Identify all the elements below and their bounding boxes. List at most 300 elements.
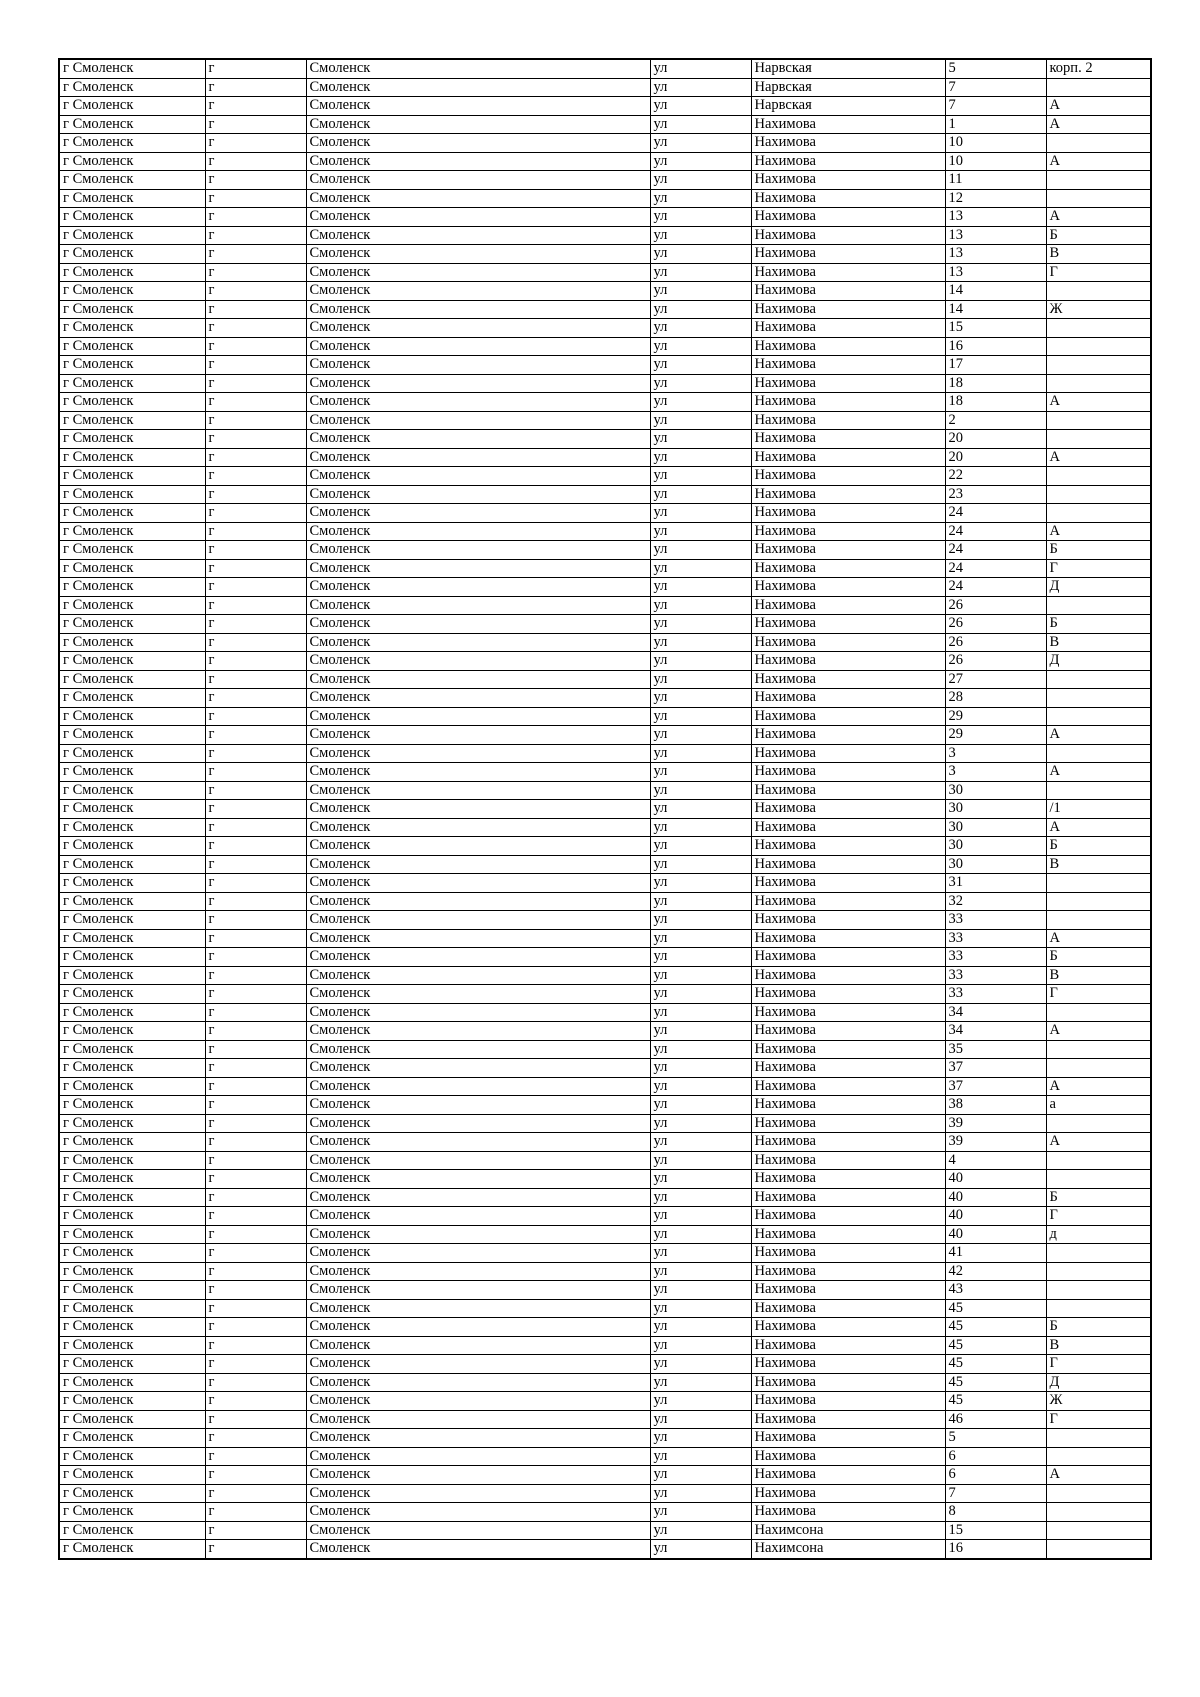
house-cell: 16 <box>945 1540 1046 1559</box>
city-type-cell: г <box>205 411 306 430</box>
street-type-cell: ул <box>650 430 751 449</box>
table-row <box>59 1540 1151 1559</box>
region-cell: г Смоленск <box>59 115 205 134</box>
building-cell <box>1046 1170 1151 1189</box>
street-cell: Нарвская <box>751 59 945 78</box>
city-type-cell: г <box>205 1022 306 1041</box>
house-cell: 7 <box>945 78 1046 97</box>
region-cell: г Смоленск <box>59 78 205 97</box>
street-cell: Нахимова <box>751 1207 945 1226</box>
street-cell: Нахимова <box>751 282 945 301</box>
city-type-cell: г <box>205 152 306 171</box>
house-cell: 13 <box>945 263 1046 282</box>
city-type-cell: г <box>205 1096 306 1115</box>
building-cell: Д <box>1046 1373 1151 1392</box>
city-type-cell: г <box>205 245 306 264</box>
table-row <box>59 633 1151 652</box>
city-cell: Смоленск <box>306 670 650 689</box>
house-cell: 13 <box>945 208 1046 227</box>
city-type-cell: г <box>205 615 306 634</box>
building-cell <box>1046 1299 1151 1318</box>
street-cell: Нахимова <box>751 1170 945 1189</box>
street-cell: Нахимова <box>751 1299 945 1318</box>
street-cell: Нахимова <box>751 1466 945 1485</box>
region-cell: г Смоленск <box>59 874 205 893</box>
street-cell: Нахимова <box>751 374 945 393</box>
house-cell: 34 <box>945 1003 1046 1022</box>
street-cell: Нахимова <box>751 985 945 1004</box>
street-cell: Нахимова <box>751 448 945 467</box>
city-type-cell: г <box>205 1040 306 1059</box>
street-type-cell: ул <box>650 1299 751 1318</box>
street-cell: Нахимова <box>751 596 945 615</box>
street-cell: Нахимова <box>751 689 945 708</box>
house-cell: 26 <box>945 633 1046 652</box>
street-cell: Нахимова <box>751 652 945 671</box>
region-cell: г Смоленск <box>59 744 205 763</box>
region-cell: г Смоленск <box>59 467 205 486</box>
house-cell: 7 <box>945 1484 1046 1503</box>
table-row <box>59 985 1151 1004</box>
region-cell: г Смоленск <box>59 985 205 1004</box>
table-row <box>59 393 1151 412</box>
house-cell: 12 <box>945 189 1046 208</box>
house-cell: 13 <box>945 226 1046 245</box>
table-row <box>59 652 1151 671</box>
city-cell: Смоленск <box>306 892 650 911</box>
house-cell: 40 <box>945 1225 1046 1244</box>
building-cell: Б <box>1046 615 1151 634</box>
street-cell: Нахимова <box>751 818 945 837</box>
table-row <box>59 263 1151 282</box>
building-cell <box>1046 1059 1151 1078</box>
city-type-cell: г <box>205 78 306 97</box>
city-cell: Смоленск <box>306 1355 650 1374</box>
city-cell: Смоленск <box>306 263 650 282</box>
building-cell <box>1046 1281 1151 1300</box>
building-cell <box>1046 707 1151 726</box>
region-cell: г Смоленск <box>59 485 205 504</box>
city-type-cell: г <box>205 1521 306 1540</box>
street-type-cell: ул <box>650 652 751 671</box>
street-type-cell: ул <box>650 929 751 948</box>
street-cell: Нахимова <box>751 1188 945 1207</box>
house-cell: 13 <box>945 245 1046 264</box>
table-row <box>59 356 1151 375</box>
city-cell: Смоленск <box>306 171 650 190</box>
table-row <box>59 781 1151 800</box>
table-row <box>59 763 1151 782</box>
city-cell: Смоленск <box>306 615 650 634</box>
region-cell: г Смоленск <box>59 670 205 689</box>
region-cell: г Смоленск <box>59 837 205 856</box>
street-cell: Нахимова <box>751 670 945 689</box>
building-cell <box>1046 356 1151 375</box>
city-cell: Смоленск <box>306 1410 650 1429</box>
table-row <box>59 411 1151 430</box>
table-row <box>59 1373 1151 1392</box>
street-type-cell: ул <box>650 948 751 967</box>
house-cell: 24 <box>945 578 1046 597</box>
street-type-cell: ул <box>650 855 751 874</box>
region-cell: г Смоленск <box>59 911 205 930</box>
city-cell: Смоленск <box>306 1003 650 1022</box>
city-cell: Смоленск <box>306 1188 650 1207</box>
city-cell: Смоленск <box>306 1170 650 1189</box>
building-cell: А <box>1046 1133 1151 1152</box>
region-cell: г Смоленск <box>59 226 205 245</box>
street-cell: Нахимова <box>751 633 945 652</box>
building-cell: А <box>1046 208 1151 227</box>
street-cell: Нахимова <box>751 966 945 985</box>
street-cell: Нахимова <box>751 615 945 634</box>
building-cell: А <box>1046 929 1151 948</box>
street-type-cell: ул <box>650 1077 751 1096</box>
city-type-cell: г <box>205 948 306 967</box>
building-cell: А <box>1046 763 1151 782</box>
building-cell <box>1046 596 1151 615</box>
table-row <box>59 448 1151 467</box>
region-cell: г Смоленск <box>59 1466 205 1485</box>
building-cell: Д <box>1046 652 1151 671</box>
street-type-cell: ул <box>650 115 751 134</box>
region-cell: г Смоленск <box>59 1096 205 1115</box>
city-type-cell: г <box>205 800 306 819</box>
street-type-cell: ул <box>650 1355 751 1374</box>
city-cell: Смоленск <box>306 985 650 1004</box>
house-cell: 23 <box>945 485 1046 504</box>
city-type-cell: г <box>205 1392 306 1411</box>
house-cell: 3 <box>945 763 1046 782</box>
house-cell: 16 <box>945 337 1046 356</box>
city-type-cell: г <box>205 1466 306 1485</box>
region-cell: г Смоленск <box>59 948 205 967</box>
table-row <box>59 1077 1151 1096</box>
house-cell: 33 <box>945 929 1046 948</box>
city-type-cell: г <box>205 1170 306 1189</box>
street-cell: Нахимова <box>751 115 945 134</box>
building-cell: Г <box>1046 1355 1151 1374</box>
house-cell: 45 <box>945 1336 1046 1355</box>
city-cell: Смоленск <box>306 1059 650 1078</box>
street-type-cell: ул <box>650 1040 751 1059</box>
region-cell: г Смоленск <box>59 245 205 264</box>
city-cell: Смоленск <box>306 689 650 708</box>
city-cell: Смоленск <box>306 226 650 245</box>
table-row <box>59 485 1151 504</box>
street-type-cell: ул <box>650 1447 751 1466</box>
table-row <box>59 1262 1151 1281</box>
region-cell: г Смоленск <box>59 781 205 800</box>
city-cell: Смоленск <box>306 1466 650 1485</box>
street-cell: Нахимова <box>751 929 945 948</box>
house-cell: 3 <box>945 744 1046 763</box>
building-cell: Г <box>1046 559 1151 578</box>
building-cell: В <box>1046 633 1151 652</box>
table-row <box>59 1059 1151 1078</box>
city-cell: Смоленск <box>306 1447 650 1466</box>
building-cell <box>1046 1003 1151 1022</box>
city-type-cell: г <box>205 652 306 671</box>
city-type-cell: г <box>205 1336 306 1355</box>
table-row <box>59 837 1151 856</box>
building-cell: А <box>1046 818 1151 837</box>
city-cell: Смоленск <box>306 911 650 930</box>
house-cell: 5 <box>945 59 1046 78</box>
building-cell: А <box>1046 1466 1151 1485</box>
street-cell: Нахимова <box>751 911 945 930</box>
table-row <box>59 430 1151 449</box>
street-type-cell: ул <box>650 670 751 689</box>
city-cell: Смоленск <box>306 948 650 967</box>
house-cell: 14 <box>945 282 1046 301</box>
table-row <box>59 504 1151 523</box>
table-row <box>59 615 1151 634</box>
street-type-cell: ул <box>650 208 751 227</box>
street-type-cell: ул <box>650 966 751 985</box>
building-cell: Г <box>1046 263 1151 282</box>
building-cell: А <box>1046 393 1151 412</box>
street-type-cell: ул <box>650 189 751 208</box>
house-cell: 30 <box>945 855 1046 874</box>
table-row <box>59 319 1151 338</box>
city-cell: Смоленск <box>306 152 650 171</box>
region-cell: г Смоленск <box>59 1410 205 1429</box>
building-cell: Б <box>1046 837 1151 856</box>
city-type-cell: г <box>205 1355 306 1374</box>
region-cell: г Смоленск <box>59 966 205 985</box>
street-type-cell: ул <box>650 504 751 523</box>
street-type-cell: ул <box>650 541 751 560</box>
region-cell: г Смоленск <box>59 282 205 301</box>
building-cell: А <box>1046 448 1151 467</box>
street-type-cell: ул <box>650 411 751 430</box>
city-cell: Смоленск <box>306 966 650 985</box>
table-row <box>59 966 1151 985</box>
region-cell: г Смоленск <box>59 1262 205 1281</box>
street-cell: Нахимова <box>751 781 945 800</box>
city-cell: Смоленск <box>306 1299 650 1318</box>
city-cell: Смоленск <box>306 800 650 819</box>
building-cell: Ж <box>1046 300 1151 319</box>
city-type-cell: г <box>205 1540 306 1559</box>
building-cell <box>1046 911 1151 930</box>
street-cell: Нахимова <box>751 1373 945 1392</box>
city-cell: Смоленск <box>306 1207 650 1226</box>
table-row <box>59 1170 1151 1189</box>
street-type-cell: ул <box>650 1392 751 1411</box>
city-cell: Смоленск <box>306 522 650 541</box>
city-cell: Смоленск <box>306 763 650 782</box>
region-cell: г Смоленск <box>59 1355 205 1374</box>
street-type-cell: ул <box>650 337 751 356</box>
city-cell: Смоленск <box>306 1540 650 1559</box>
house-cell: 20 <box>945 448 1046 467</box>
building-cell <box>1046 171 1151 190</box>
building-cell: А <box>1046 1022 1151 1041</box>
house-cell: 2 <box>945 411 1046 430</box>
house-cell: 33 <box>945 948 1046 967</box>
street-type-cell: ул <box>650 152 751 171</box>
street-type-cell: ул <box>650 1540 751 1559</box>
street-cell: Нахимова <box>751 1262 945 1281</box>
table-row <box>59 134 1151 153</box>
house-cell: 39 <box>945 1114 1046 1133</box>
table-row <box>59 208 1151 227</box>
city-cell: Смоленск <box>306 744 650 763</box>
house-cell: 30 <box>945 781 1046 800</box>
table-row <box>59 1281 1151 1300</box>
street-cell: Нахимова <box>751 189 945 208</box>
street-type-cell: ул <box>650 1318 751 1337</box>
city-cell: Смоленск <box>306 1392 650 1411</box>
street-cell: Нахимова <box>751 1484 945 1503</box>
street-type-cell: ул <box>650 171 751 190</box>
city-cell: Смоленск <box>306 208 650 227</box>
city-type-cell: г <box>205 189 306 208</box>
city-type-cell: г <box>205 818 306 837</box>
street-cell: Нахимова <box>751 1077 945 1096</box>
table-row <box>59 559 1151 578</box>
house-cell: 7 <box>945 97 1046 116</box>
street-type-cell: ул <box>650 1262 751 1281</box>
table-row <box>59 1336 1151 1355</box>
city-type-cell: г <box>205 1207 306 1226</box>
region-cell: г Смоленск <box>59 892 205 911</box>
street-type-cell: ул <box>650 59 751 78</box>
region-cell: г Смоленск <box>59 1022 205 1041</box>
city-cell: Смоленск <box>306 929 650 948</box>
city-cell: Смоленск <box>306 189 650 208</box>
street-type-cell: ул <box>650 1003 751 1022</box>
city-cell: Смоленск <box>306 874 650 893</box>
region-cell: г Смоленск <box>59 1503 205 1522</box>
city-cell: Смоленск <box>306 374 650 393</box>
building-cell <box>1046 504 1151 523</box>
building-cell: В <box>1046 855 1151 874</box>
street-cell: Нахимова <box>751 1392 945 1411</box>
street-cell: Нахимова <box>751 892 945 911</box>
building-cell: А <box>1046 522 1151 541</box>
city-cell: Смоленск <box>306 411 650 430</box>
street-type-cell: ул <box>650 837 751 856</box>
city-cell: Смоленск <box>306 97 650 116</box>
city-cell: Смоленск <box>306 245 650 264</box>
city-type-cell: г <box>205 1429 306 1448</box>
region-cell: г Смоленск <box>59 171 205 190</box>
building-cell <box>1046 467 1151 486</box>
house-cell: 24 <box>945 522 1046 541</box>
house-cell: 15 <box>945 319 1046 338</box>
table-row <box>59 171 1151 190</box>
city-cell: Смоленск <box>306 134 650 153</box>
region-cell: г Смоленск <box>59 1207 205 1226</box>
street-cell: Нахимова <box>751 263 945 282</box>
street-cell: Нахимова <box>751 134 945 153</box>
city-cell: Смоленск <box>306 467 650 486</box>
house-cell: 10 <box>945 134 1046 153</box>
table-row <box>59 1503 1151 1522</box>
street-cell: Нахимова <box>751 1225 945 1244</box>
region-cell: г Смоленск <box>59 1151 205 1170</box>
region-cell: г Смоленск <box>59 319 205 338</box>
region-cell: г Смоленск <box>59 430 205 449</box>
street-type-cell: ул <box>650 874 751 893</box>
city-cell: Смоленск <box>306 1373 650 1392</box>
street-type-cell: ул <box>650 689 751 708</box>
house-cell: 43 <box>945 1281 1046 1300</box>
street-type-cell: ул <box>650 1484 751 1503</box>
region-cell: г Смоленск <box>59 1336 205 1355</box>
city-type-cell: г <box>205 1114 306 1133</box>
table-row <box>59 115 1151 134</box>
table-row <box>59 1355 1151 1374</box>
region-cell: г Смоленск <box>59 1170 205 1189</box>
table-row <box>59 1299 1151 1318</box>
building-cell: Б <box>1046 226 1151 245</box>
region-cell: г Смоленск <box>59 596 205 615</box>
city-cell: Смоленск <box>306 319 650 338</box>
street-type-cell: ул <box>650 744 751 763</box>
city-type-cell: г <box>205 744 306 763</box>
building-cell <box>1046 189 1151 208</box>
region-cell: г Смоленск <box>59 726 205 745</box>
city-cell: Смоленск <box>306 1225 650 1244</box>
building-cell: Г <box>1046 985 1151 1004</box>
building-cell <box>1046 1429 1151 1448</box>
table-row <box>59 948 1151 967</box>
street-type-cell: ул <box>650 1022 751 1041</box>
street-cell: Нахимова <box>751 1133 945 1152</box>
street-type-cell: ул <box>650 485 751 504</box>
city-type-cell: г <box>205 726 306 745</box>
building-cell <box>1046 1540 1151 1559</box>
house-cell: 24 <box>945 541 1046 560</box>
building-cell <box>1046 1447 1151 1466</box>
region-cell: г Смоленск <box>59 448 205 467</box>
street-type-cell: ул <box>650 596 751 615</box>
building-cell <box>1046 319 1151 338</box>
region-cell: г Смоленск <box>59 337 205 356</box>
region-cell: г Смоленск <box>59 1225 205 1244</box>
table-row <box>59 1188 1151 1207</box>
city-type-cell: г <box>205 1299 306 1318</box>
table-row <box>59 670 1151 689</box>
city-type-cell: г <box>205 467 306 486</box>
city-type-cell: г <box>205 448 306 467</box>
region-cell: г Смоленск <box>59 189 205 208</box>
table-row <box>59 245 1151 264</box>
street-type-cell: ул <box>650 467 751 486</box>
region-cell: г Смоленск <box>59 1188 205 1207</box>
building-cell <box>1046 874 1151 893</box>
street-cell: Нахимова <box>751 1096 945 1115</box>
table-row <box>59 282 1151 301</box>
city-cell: Смоленск <box>306 337 650 356</box>
house-cell: 29 <box>945 707 1046 726</box>
street-cell: Нахимова <box>751 855 945 874</box>
table-row <box>59 1022 1151 1041</box>
region-cell: г Смоленск <box>59 504 205 523</box>
city-cell: Смоленск <box>306 1503 650 1522</box>
table-row <box>59 1225 1151 1244</box>
region-cell: г Смоленск <box>59 541 205 560</box>
table-row <box>59 300 1151 319</box>
building-cell <box>1046 744 1151 763</box>
street-cell: Нахимова <box>751 1410 945 1429</box>
city-type-cell: г <box>205 707 306 726</box>
house-cell: 18 <box>945 374 1046 393</box>
